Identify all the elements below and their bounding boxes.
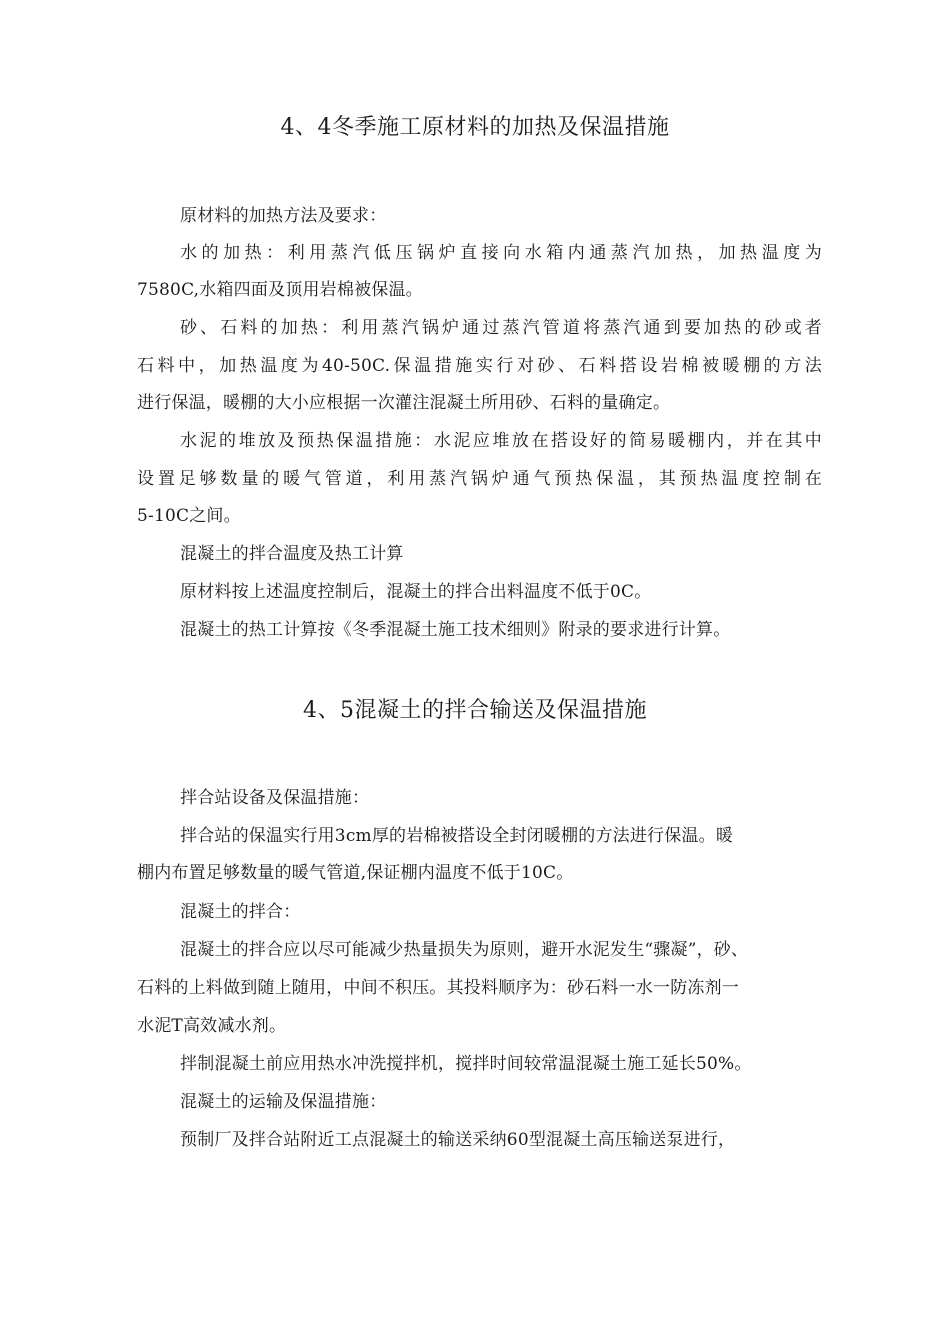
section-heading-4-4: 4、4冬季施工原材料的加热及保温措施 bbox=[280, 115, 670, 140]
paragraph-line: 7580C,水箱四面及顶用岩棉被保温。 bbox=[137, 280, 423, 300]
paragraph-line: 水泥T高效减水剂。 bbox=[137, 1016, 287, 1036]
paragraph-line: 水的加热：利用蒸汽低压锅炉直接向水箱内通蒸汽加热，加热温度为 bbox=[180, 243, 822, 263]
paragraph-line: 棚内布置足够数量的暖气管道,保证棚内温度不低于10C。 bbox=[137, 863, 574, 883]
section-heading-4-5: 4、5混凝土的拌合输送及保温措施 bbox=[303, 698, 647, 723]
paragraph-line: 原材料按上述温度控制后，混凝土的拌合出料温度不低于0C。 bbox=[180, 582, 652, 602]
paragraph-line: 预制厂及拌合站附近工点混凝土的输送采纳60型混凝土高压输送泵进行， bbox=[180, 1130, 736, 1150]
paragraph-line: 拌合站的保温实行用3cm厚的岩棉被搭设全封闭暖棚的方法进行保温。暖 bbox=[180, 826, 734, 846]
paragraph-line: 原材料的加热方法及要求： bbox=[180, 206, 387, 226]
paragraph-line: 设置足够数量的暖气管道，利用蒸汽锅炉通气预热保温，其预热温度控制在 bbox=[137, 469, 822, 489]
paragraph-line: 水泥的堆放及预热保温措施：水泥应堆放在搭设好的简易暖棚内，并在其中 bbox=[180, 431, 822, 451]
paragraph-line: 混凝土的拌合： bbox=[180, 902, 301, 922]
paragraph-line: 拌合站设备及保温措施： bbox=[180, 788, 370, 808]
paragraph-line: 混凝土的拌合应以尽可能减少热量损失为原则，避开水泥发生“骤凝”，砂、 bbox=[180, 940, 749, 960]
paragraph-line: 混凝土的热工计算按《冬季混凝土施工技术细则》附录的要求进行计算。 bbox=[180, 620, 731, 640]
paragraph-line: 拌制混凝土前应用热水冲洗搅拌机，搅拌时间较常温混凝土施工延长50%。 bbox=[180, 1054, 752, 1074]
paragraph-line: 进行保温，暖棚的大小应根据一次灌注混凝土所用砂、石料的量确定。 bbox=[137, 393, 671, 413]
paragraph-line: 砂、石料的加热：利用蒸汽锅炉通过蒸汽管道将蒸汽通到要加热的砂或者 bbox=[180, 318, 822, 338]
paragraph-line: 5-10C之间。 bbox=[137, 506, 241, 526]
paragraph-line: 混凝土的运输及保温措施： bbox=[180, 1092, 387, 1112]
paragraph-line: 石料中，加热温度为40-50C.保温措施实行对砂、石料搭设岩棉被暖棚的方法 bbox=[137, 356, 822, 376]
paragraph-line: 石料的上料做到随上随用，中间不积压。其投料顺序为：砂石料一水一防冻剂一 bbox=[137, 978, 739, 998]
paragraph-line: 混凝土的拌合温度及热工计算 bbox=[180, 544, 404, 564]
